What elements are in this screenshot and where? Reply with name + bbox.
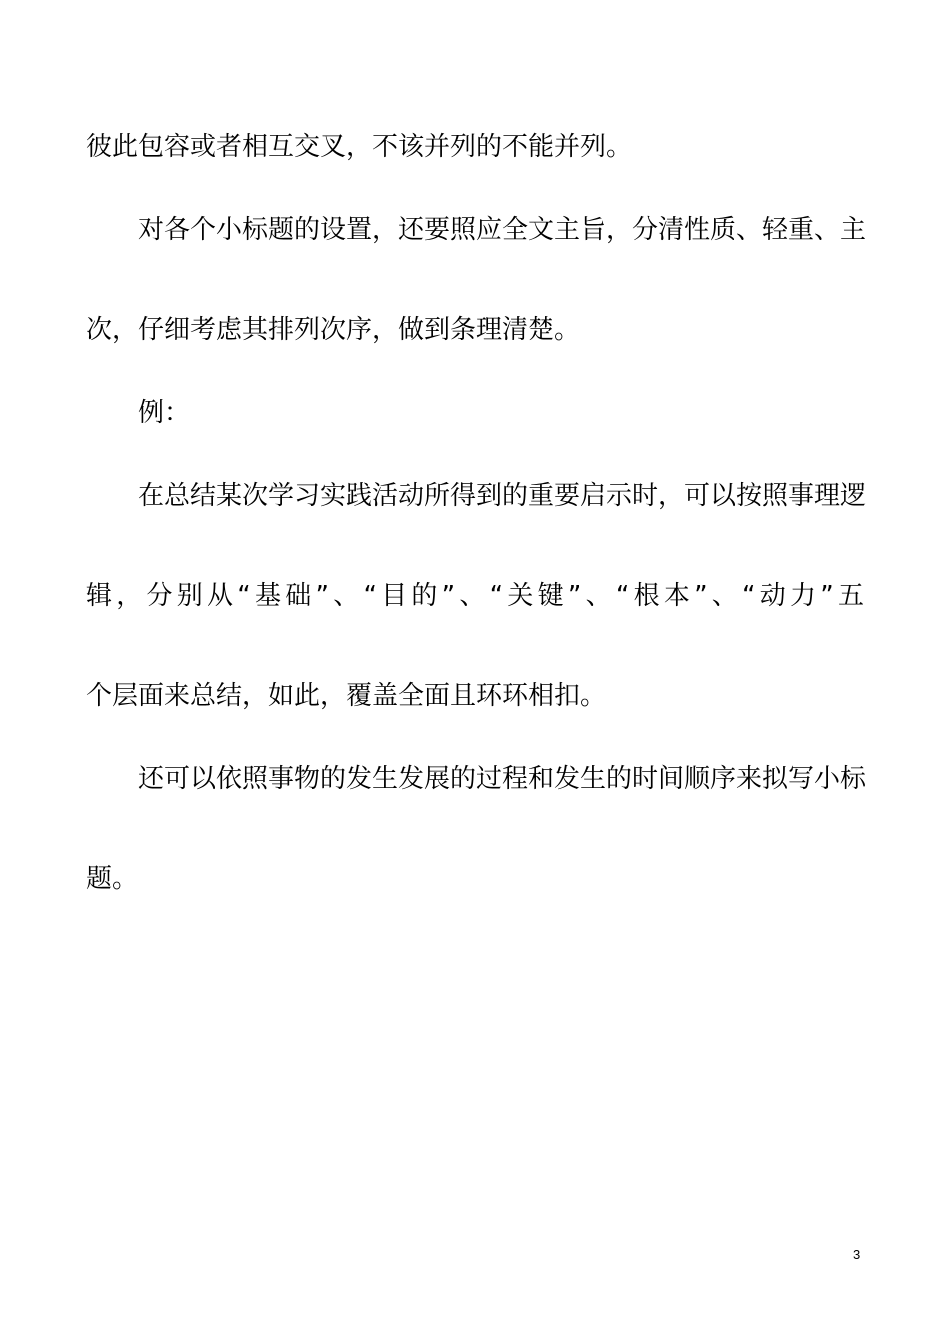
paragraph-line-8: 还可以依照事物的发生发展的过程和发生的时间顺序来拟写小标	[138, 764, 867, 794]
paragraph-line-6: 辑，分别从“基础”、“目的”、“关键”、“根本”、“动力”五	[86, 581, 864, 611]
paragraph-line-3: 次，仔细考虑其排列次序，做到条理清楚。	[86, 315, 581, 345]
paragraph-line-1: 彼此包容或者相互交叉，不该并列的不能并列。	[86, 132, 633, 162]
paragraph-line-9: 题。	[86, 864, 139, 894]
paragraph-line-2: 对各个小标题的设置，还要照应全文主旨，分清性质、轻重、主	[138, 215, 867, 245]
page-number: 3	[853, 1247, 861, 1262]
example-label: 例：	[138, 398, 191, 428]
paragraph-line-7: 个层面来总结，如此，覆盖全面且环环相扣。	[86, 681, 607, 711]
paragraph-line-5: 在总结某次学习实践活动所得到的重要启示时，可以按照事理逻	[138, 481, 867, 511]
